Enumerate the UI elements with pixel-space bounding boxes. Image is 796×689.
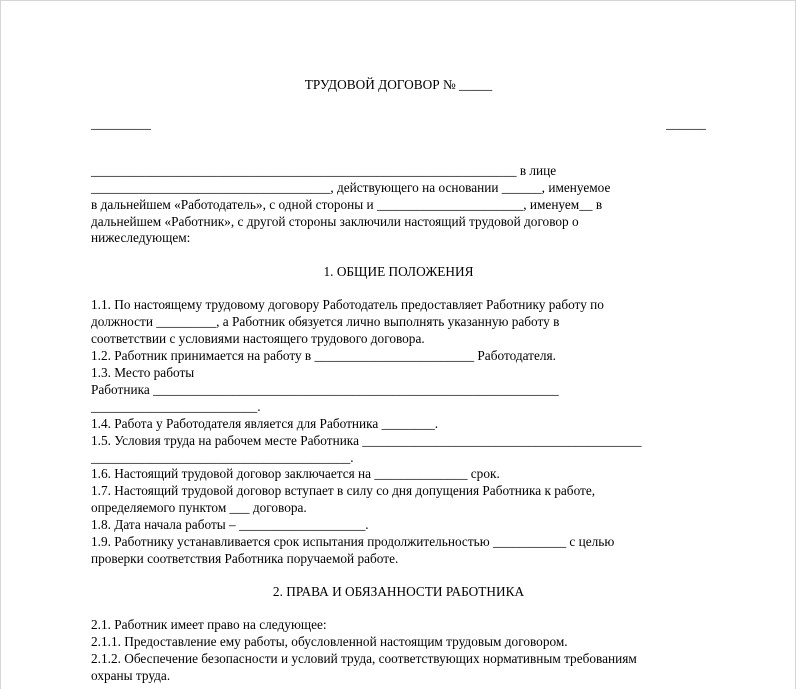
clause-line: 1.1. По настоящему трудовому договору Работодатель предоставляет Работнику работу по [91,297,604,312]
date-blank: ______ [666,116,706,131]
clause-line: 1.7. Настоящий трудовой договор вступает в силу со дня допущения Работника к работе, [91,483,596,498]
preamble-line: в дальнейшем «Работодатель», с одной стороны и ______________________, именуем__ в [91,197,603,212]
preamble-line: ________________________________________________________________ в лице [91,163,557,178]
clause-line: 1.2. Работник принимается на работу в ________________________ Работодателя. [91,348,556,363]
document-title: ТРУДОВОЙ ДОГОВОР № _____ [304,77,493,92]
section-heading: 2. ПРАВА И ОБЯЗАННОСТИ РАБОТНИКА [272,584,525,599]
preamble-line: нижеследующем: [91,230,191,245]
place-blank: _________ [91,116,151,131]
clause-line: соответствии с условиями настоящего трудового договора. [91,331,425,346]
preamble-line: дальнейшем «Работник», с другой стороны заключили настоящий трудовой договор о [91,214,579,229]
clause-line: 1.9. Работнику устанавливается срок испытания продолжительностью ___________ с целью [91,534,615,549]
preamble-line: ____________________________________, действующего на основании ______, именуемое [91,180,611,195]
clause-line: 1.8. Дата начала работы – ___________________. [91,517,369,532]
clause-line: _________________________. [91,399,261,414]
clause-line: 1.6. Настоящий трудовой договор заключается на ______________ срок. [91,466,500,481]
clause-line: Работника _____________________________________________________________ [91,382,559,397]
clause-line: _______________________________________. [91,450,354,465]
clause-line: проверки соответствия Работника поручаемой работе. [91,551,399,566]
clause-line: 2.1.2. Обеспечение безопасности и условий труда, соответствующих нормативным требованиям [91,651,637,666]
clause-line: 1.5. Условия труда на рабочем месте Работника __________________________________________ [91,433,642,448]
clause-line: 1.3. Место работы [91,365,195,380]
clause-line: охраны труда. [91,668,171,683]
clause-line: должности _________, а Работник обязуется лично выполнять указанную работу в [91,314,560,329]
clause-line: определяемого пунктом ___ договора. [91,500,307,515]
clause-line: 2.1.1. Предоставление ему работы, обусловленной настоящим трудовым договором. [91,634,568,649]
section-heading: 1. ОБЩИЕ ПОЛОЖЕНИЯ [323,264,474,279]
clause-line: 1.4. Работа у Работодателя является для Работника ________. [91,416,439,431]
clause-line: 2.1. Работник имеет право на следующее: [91,617,327,632]
